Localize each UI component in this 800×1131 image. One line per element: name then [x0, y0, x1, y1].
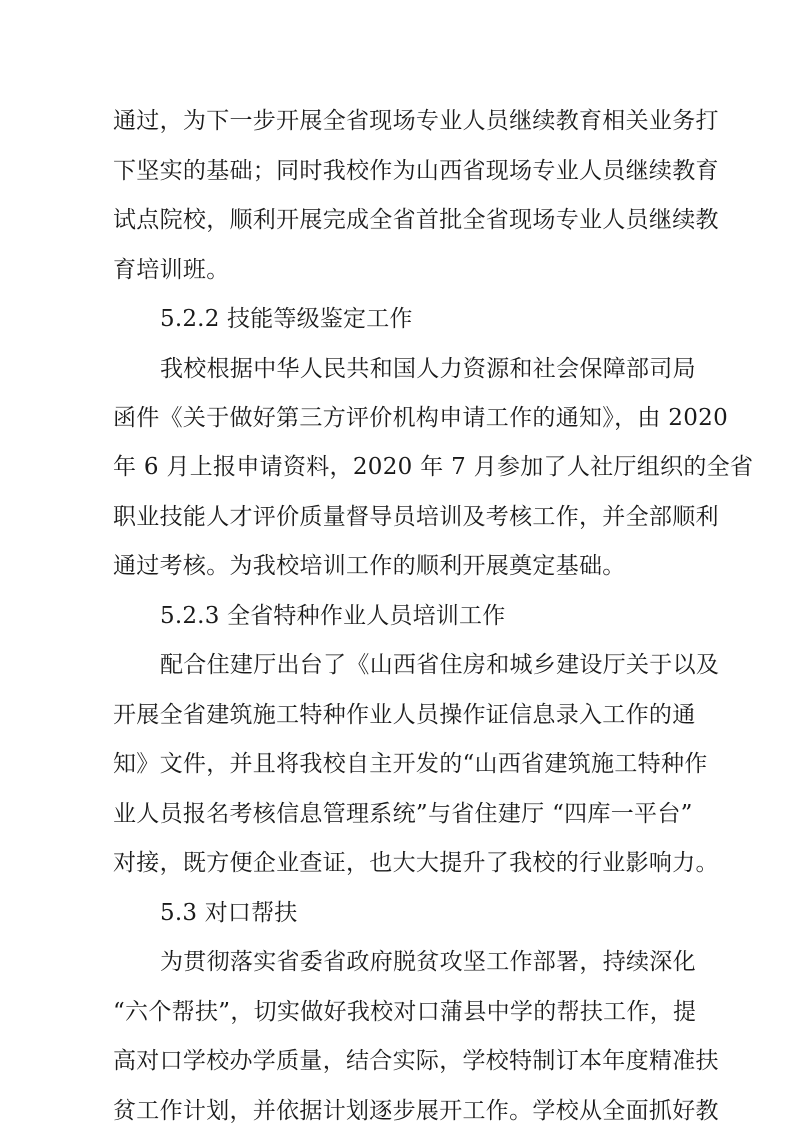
paragraph-line: “六个帮扶”，切实做好我校对口蒲县中学的帮扶工作，提: [113, 999, 697, 1025]
section-heading-5-2-3: 5.2.3 全省特种作业人员培训工作: [160, 603, 506, 629]
section-heading-5-3: 5.3 对口帮扶: [160, 900, 298, 926]
paragraph-line: 职业技能人才评价质量督导员培训及考核工作，并全部顺利: [113, 504, 719, 530]
paragraph-line: 贫工作计划，并依据计划逐步展开工作。学校从全面抓好教: [113, 1098, 719, 1124]
paragraph-line: 通过，为下一步开展全省现场专业人员继续教育相关业务打: [113, 108, 719, 134]
paragraph-line: 配合住建厅出台了《山西省住房和城乡建设厅关于以及: [160, 652, 720, 678]
paragraph-line: 下坚实的基础；同时我校作为山西省现场专业人员继续教育: [113, 158, 719, 184]
paragraph-line: 为贯彻落实省委省政府脱贫攻坚工作部署，持续深化: [160, 949, 696, 975]
paragraph-line: 业人员报名考核信息管理系统”与省住建厅 “四库一平台”: [113, 801, 693, 827]
paragraph-line: 高对口学校办学质量，结合实际，学校特制订本年度精准扶: [113, 1048, 719, 1074]
paragraph-line: 年 6 月上报申请资料，2020 年 7 月参加了人社厅组织的全省: [113, 454, 754, 480]
paragraph-line: 我校根据中华人民共和国人力资源和社会保障部司局: [160, 356, 696, 382]
paragraph-line: 通过考核。为我校培训工作的顺利开展奠定基础。: [113, 553, 626, 579]
paragraph-line: 试点院校，顺利开展完成全省首批全省现场专业人员继续教: [113, 207, 719, 233]
paragraph-line: 知》文件，并且将我校自主开发的“山西省建筑施工特种作: [113, 751, 708, 777]
paragraph-line: 函件《关于做好第三方评价机构申请工作的通知》，由 2020: [113, 405, 729, 431]
section-heading-5-2-2: 5.2.2 技能等级鉴定工作: [160, 306, 413, 332]
paragraph-line: 育培训班。: [113, 257, 230, 283]
paragraph-line: 开展全省建筑施工特种作业人员操作证信息录入工作的通: [113, 702, 696, 728]
paragraph-line: 对接，既方便企业查证，也大大提升了我校的行业影响力。: [113, 850, 719, 876]
